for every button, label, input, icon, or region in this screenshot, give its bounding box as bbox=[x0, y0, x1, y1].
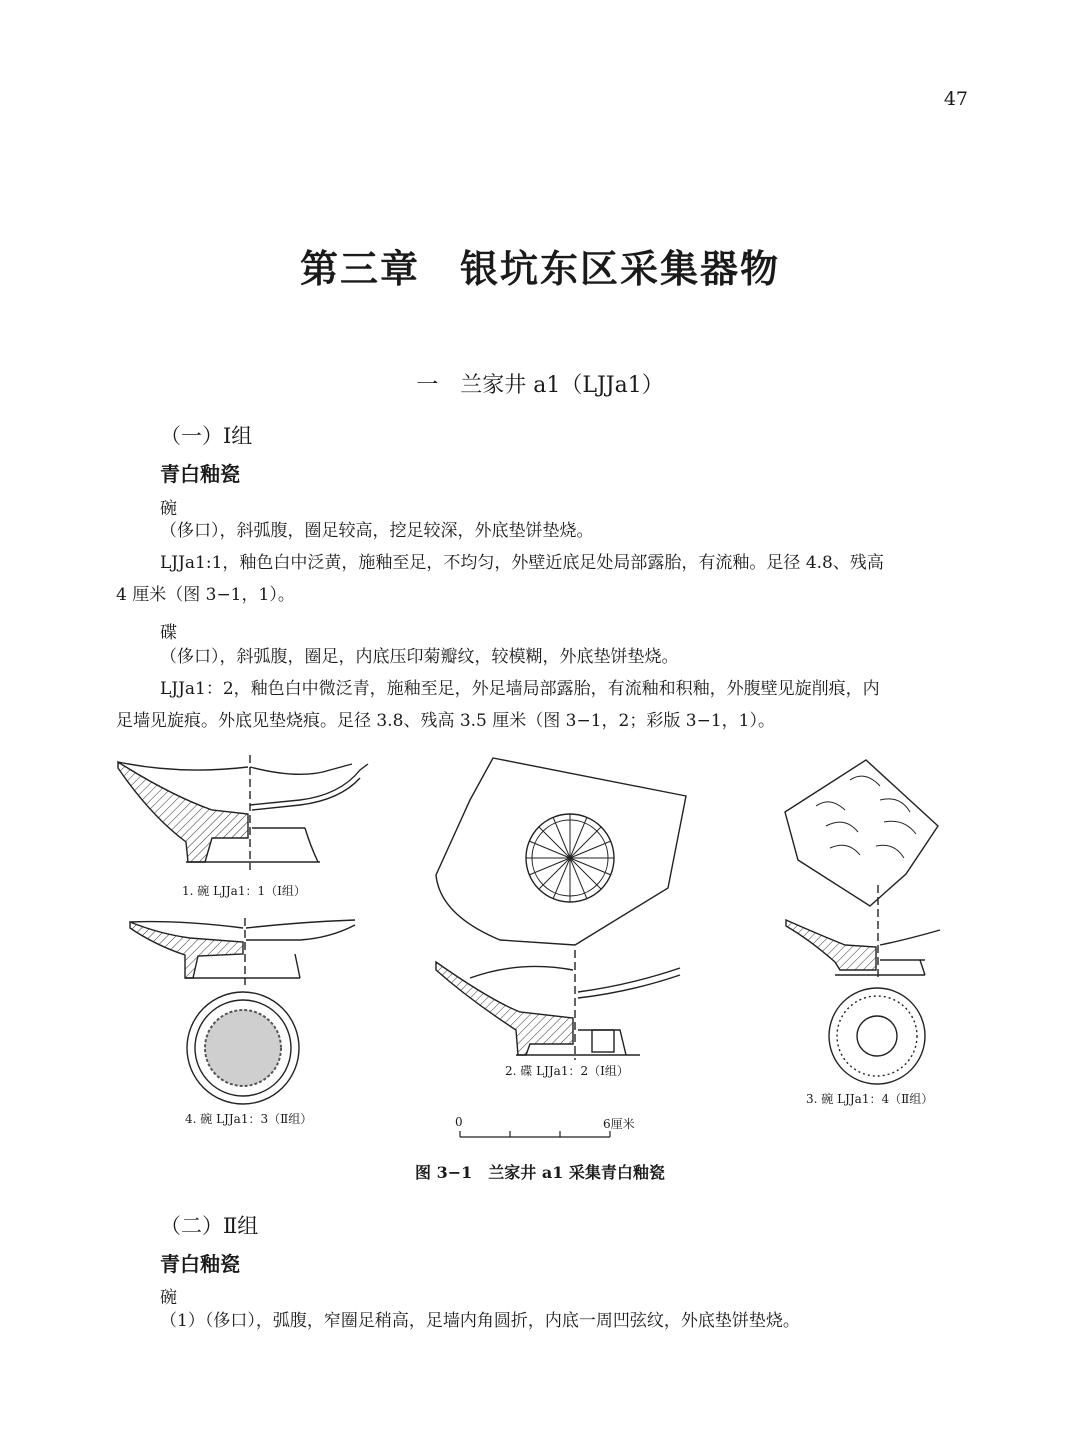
group2-heading: （二）Ⅱ组 bbox=[160, 1214, 259, 1238]
group1-dish-item-line1: LJJa1：2，釉色白中微泛青，施釉至足，外足墙局部露胎，有流釉和积釉，外腹壁见旋削痕，内 bbox=[160, 679, 880, 699]
figure-caption-1: 1. 碗 LJJa1：1（Ⅰ组） bbox=[182, 884, 306, 898]
group2-category: 青白釉瓷 bbox=[160, 1252, 240, 1276]
group1-bowl-item-line2: 4 厘米（图 3−1，1）。 bbox=[116, 585, 295, 605]
figure-caption-4: 4. 碗 LJJa1：3（Ⅱ组） bbox=[185, 1112, 313, 1126]
page-number: 47 bbox=[943, 88, 968, 110]
scale-bar bbox=[460, 1131, 610, 1137]
bowl-1-drawing bbox=[118, 755, 368, 870]
group2-bowl-label: 碗 bbox=[160, 1288, 177, 1308]
figure-caption: 图 3−1 兰家井 a1 采集青白釉瓷 bbox=[415, 1163, 665, 1182]
scale-zero-label: 0 bbox=[455, 1115, 463, 1129]
group1-bowl-label: 碗 bbox=[160, 499, 177, 519]
group1-bowl-item-line1: LJJa1:1，釉色白中泛黄，施釉至足，不均匀，外壁近底足处局部露胎，有流釉。足径 4.8、残高 bbox=[160, 553, 884, 573]
scale-max-label: 6厘米 bbox=[603, 1117, 635, 1131]
chapter-title: 第三章 银坑东区采集器物 bbox=[299, 246, 780, 291]
group1-dish-desc: （侈口），斜弧腹，圈足，内底压印菊瓣纹，较模糊，外底垫饼垫烧。 bbox=[160, 647, 679, 667]
figure-caption-2: 2. 碟 LJJa1：2（Ⅰ组） bbox=[505, 1064, 629, 1078]
group1-dish-item-line2: 足墙见旋痕。外底见垫烧痕。足径 3.8、残高 3.5 厘米（图 3−1，2；彩版 3−1，1）。 bbox=[116, 711, 775, 731]
figure-caption-3: 3. 碗 LJJa1：4（Ⅱ组） bbox=[806, 1092, 934, 1106]
group2-item-1: （1）（侈口），弧腹，窄圈足稍高，足墙内角圆折，内底一周凹弦纹，外底垫饼垫烧。 bbox=[160, 1311, 800, 1331]
bowl-4-drawing bbox=[130, 918, 355, 1104]
section-title: 一 兰家井 a1（LJJa1） bbox=[416, 373, 664, 398]
group1-bowl-desc: （侈口），斜弧腹，圈足较高，挖足较深，外底垫饼垫烧。 bbox=[160, 521, 594, 541]
dish-2-drawing bbox=[436, 758, 686, 1060]
group1-dish-label: 碟 bbox=[160, 623, 177, 643]
group1-category: 青白釉瓷 bbox=[160, 462, 240, 486]
bowl-3-drawing bbox=[785, 760, 940, 1084]
group1-heading: （一）Ⅰ组 bbox=[160, 424, 253, 448]
